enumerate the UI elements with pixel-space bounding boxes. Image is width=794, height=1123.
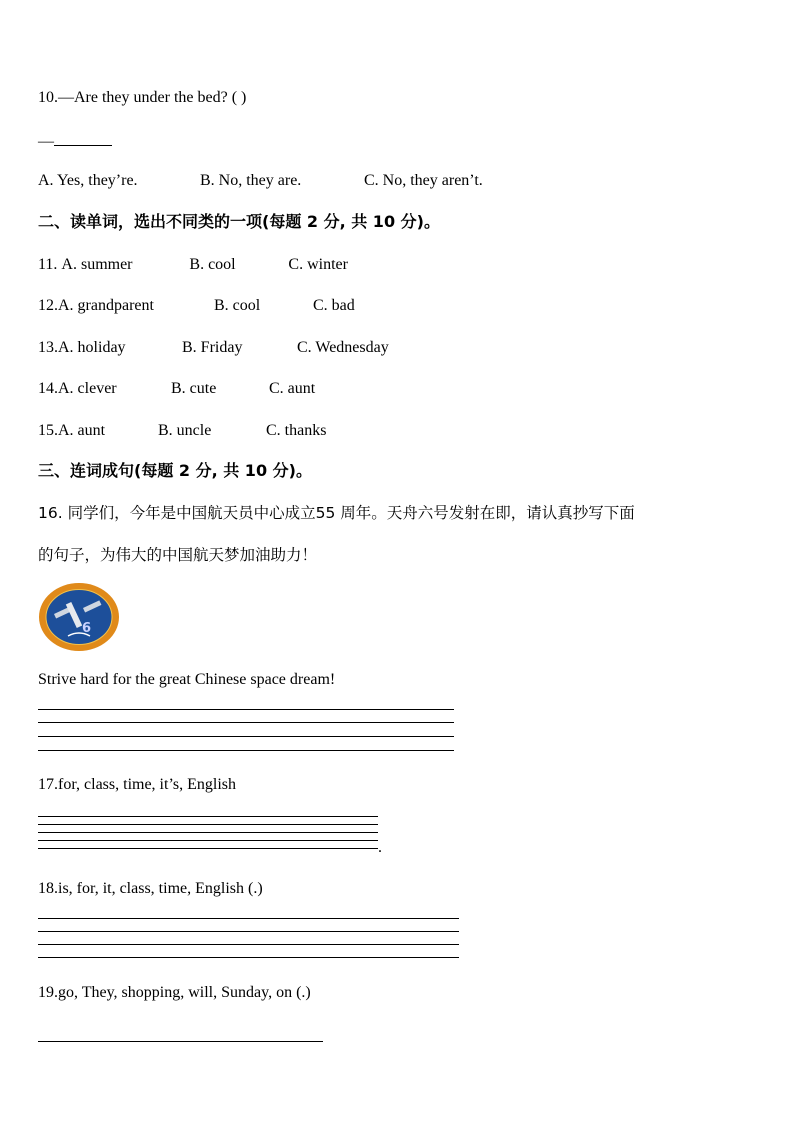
q14-option-c: C. aunt	[269, 380, 316, 397]
q16-sentence: Strive hard for the great Chinese space dream!	[38, 671, 336, 688]
q16-writing-line-3[interactable]	[38, 736, 454, 737]
q11-option-b: B. cool	[189, 256, 236, 273]
q13-option-b: B. Friday	[182, 339, 243, 356]
q10-option-b: B. No, they are.	[200, 172, 302, 189]
q10-dash: —	[38, 133, 54, 150]
q16-writing-line-4[interactable]	[38, 750, 454, 751]
q19-writing-line[interactable]	[38, 1041, 323, 1042]
q17-writing-line-1[interactable]	[38, 816, 378, 817]
q13-number: 13.	[38, 339, 58, 356]
q15-number: 15.	[38, 422, 58, 439]
q17-words: 17.for, class, time, it’s, English	[38, 776, 237, 793]
q17-writing-line-5[interactable]	[38, 848, 378, 849]
q10-answer-line	[38, 131, 112, 152]
q12-option-c: C. bad	[313, 297, 355, 314]
q13-row	[38, 338, 389, 358]
mission-patch-logo	[38, 582, 120, 652]
q11-row	[38, 255, 348, 275]
q19-words: 19.go, They, shopping, will, Sunday, on (.)	[38, 984, 311, 1001]
logo-numeral: 6	[82, 621, 92, 636]
q17-writing-line-2[interactable]	[38, 824, 378, 825]
q16-prompt-line1: 16. 同学们，今年是中国航天员中心成立55 周年。天舟六号发射在即，请认真抄写下面	[38, 504, 635, 522]
q14-option-b: B. cute	[171, 380, 217, 397]
q12-option-b: B. cool	[214, 297, 261, 314]
q15-option-b: B. uncle	[158, 422, 212, 439]
q16-prompt-line2: 的句子，为伟大的中国航天梦加油助力！	[38, 546, 318, 564]
q17-period: .	[378, 839, 382, 856]
q12-number: 12.	[38, 297, 58, 314]
q18-writing-line-3[interactable]	[38, 944, 459, 945]
q13-option-c: C. Wednesday	[297, 339, 389, 356]
q11-option-a: A. summer	[61, 256, 133, 273]
q15-option-a: A. aunt	[58, 422, 106, 439]
section2-heading: 二、读单词，选出不同类的一项(每题 2 分, 共 10 分)。	[38, 212, 440, 231]
q10-question: 10.—Are they under the bed? ( )	[38, 89, 247, 106]
q17-writing-line-3[interactable]	[38, 832, 378, 833]
section3-heading: 三、连词成句(每题 2 分, 共 10 分)。	[38, 461, 312, 480]
q13-option-a: A. holiday	[58, 339, 126, 356]
q10-option-a: A. Yes, they’re.	[38, 172, 138, 189]
q10-options	[38, 171, 483, 191]
q15-option-c: C. thanks	[266, 422, 327, 439]
q11-number: 11.	[38, 256, 62, 273]
q18-writing-line-2[interactable]	[38, 931, 459, 932]
q18-writing-line-1[interactable]	[38, 918, 459, 919]
q16-writing-line-1[interactable]	[38, 709, 454, 710]
q14-option-a: A. clever	[58, 380, 117, 397]
q10-option-c: C. No, they aren’t.	[364, 172, 483, 189]
q17-writing-line-4[interactable]	[38, 840, 378, 841]
q16-writing-line-2[interactable]	[38, 722, 454, 723]
q14-number: 14.	[38, 380, 58, 397]
q12-option-a: A. grandparent	[58, 297, 154, 314]
q14-row	[38, 379, 315, 399]
q18-writing-line-4[interactable]	[38, 957, 459, 958]
q10-answer-blank[interactable]	[54, 131, 112, 146]
q11-option-c: C. winter	[288, 256, 348, 273]
q12-row	[38, 296, 355, 316]
q18-words: 18.is, for, it, class, time, English (.)	[38, 880, 263, 897]
q15-row	[38, 421, 326, 441]
